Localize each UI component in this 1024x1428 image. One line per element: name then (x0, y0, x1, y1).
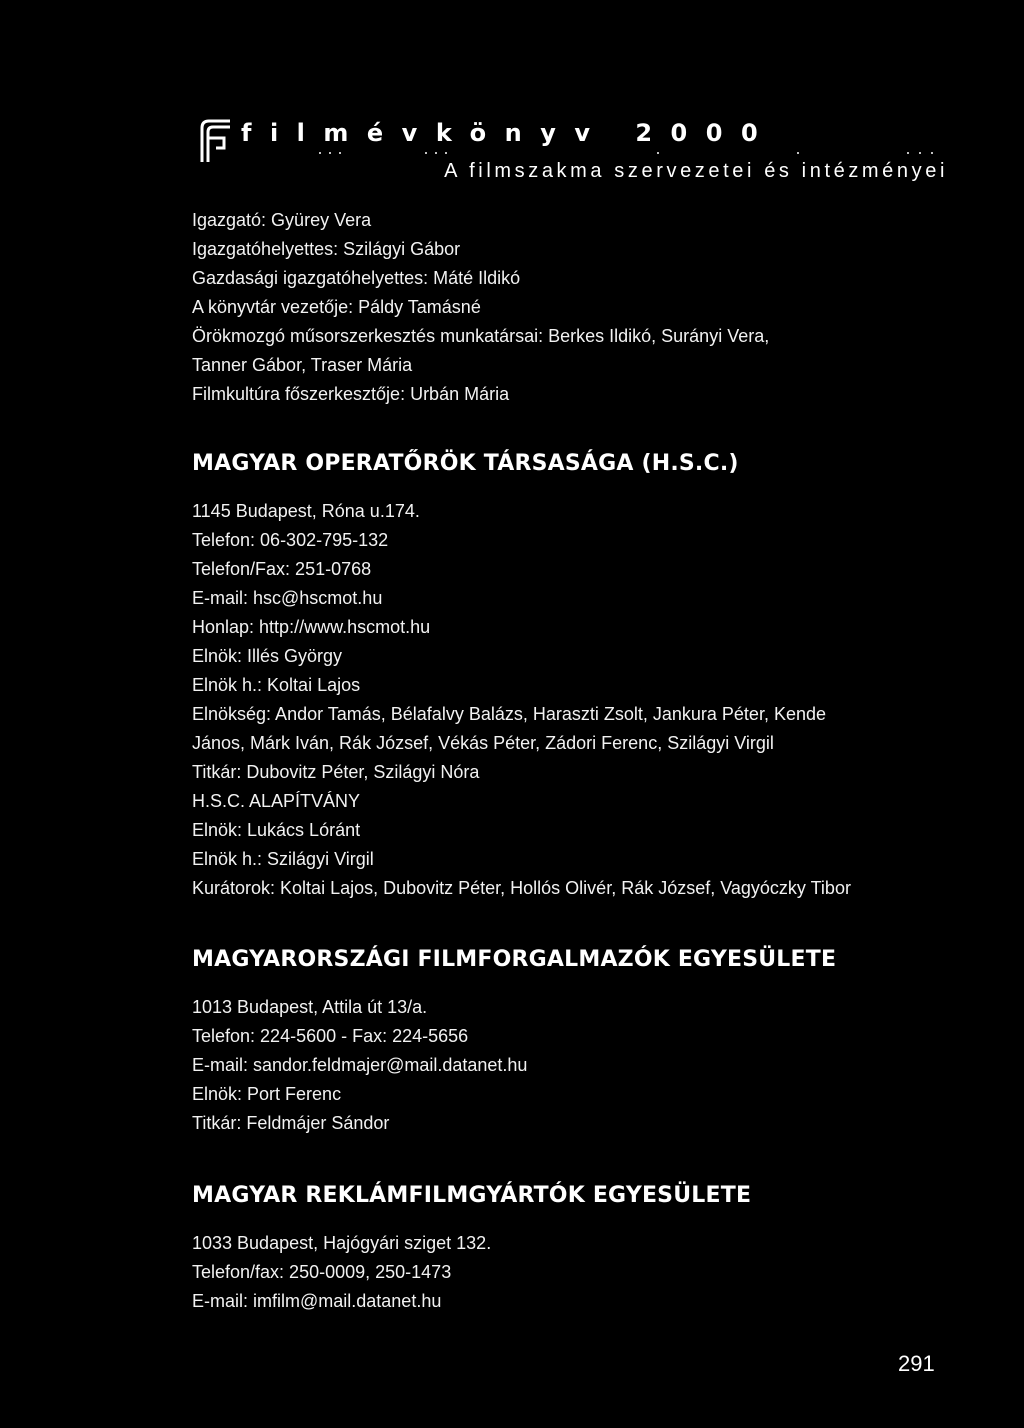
address-line: 1033 Budapest, Hajógyári sziget 132. (192, 1233, 492, 1253)
intro-line: Örökmozgó műsorszerkesztés munkatársai: Berkes Ildikó, Surányi Vera, (192, 326, 770, 346)
board-line: János, Márk Iván, Rák József, Vékás Péter, Zádori Ferenc, Szilágyi Virgil (192, 733, 774, 753)
board-line: Elnökség: Andor Tamás, Bélafalvy Balázs, Haraszti Zsolt, Jankura Péter, Kende (192, 704, 826, 724)
foundation-line: H.S.C. ALAPÍTVÁNY (192, 791, 361, 811)
president-line: Elnök: Port Ferenc (192, 1084, 342, 1104)
intro-line: Gazdasági igazgatóhelyettes: Máté Ildikó (192, 268, 521, 288)
phone-fax-line: Telefon/fax: 250-0009, 250-1473 (192, 1262, 452, 1282)
section-heading-hsc: MAGYAR OPERATŐRÖK TÁRSASÁGA (H.S.C.) (192, 451, 739, 476)
foundation-vice-president-line: Elnök h.: Szilágyi Virgil (192, 849, 374, 869)
page-header (198, 118, 958, 188)
book-subtitle: A filmszakma szervezetei és intézményei (444, 160, 948, 182)
address-line: 1145 Budapest, Róna u.174. (192, 501, 420, 521)
secretary-line: Titkár: Dubovitz Péter, Szilágyi Nóra (192, 762, 480, 782)
email-line: E-mail: hsc@hscmot.hu (192, 588, 383, 608)
phone-fax-line: Telefon: 224-5600 - Fax: 224-5656 (192, 1026, 469, 1046)
intro-line: Filmkultúra főszerkesztője: Urbán Mária (192, 384, 510, 404)
page-number: 291 (898, 1351, 935, 1376)
president-line: Elnök: Illés György (192, 646, 343, 666)
intro-line: Tanner Gábor, Traser Mária (192, 355, 413, 375)
film-logo-icon (198, 118, 234, 164)
dotted-rule (238, 150, 958, 156)
intro-block (192, 206, 992, 409)
phone-line: Telefon: 06-302-795-132 (192, 530, 389, 550)
intro-line: Igazgató: Gyürey Vera (192, 210, 372, 230)
curators-line: Kurátorok: Koltai Lajos, Dubovitz Péter, Hollós Olivér, Rák József, Vagyóczky Tibor (192, 878, 851, 898)
section-body-distributors (192, 993, 992, 1138)
email-line: E-mail: sandor.feldmajer@mail.datanet.hu (192, 1055, 528, 1075)
book-title: filmévkönyv 2000 (241, 119, 777, 147)
vice-president-line: Elnök h.: Koltai Lajos (192, 675, 361, 695)
website-line: Honlap: http://www.hscmot.hu (192, 617, 431, 637)
section-heading-ad-producers: MAGYAR REKLÁMFILMGYÁRTÓK EGYESÜLETE (192, 1183, 752, 1208)
section-body-hsc (192, 497, 992, 903)
secretary-line: Titkár: Feldmájer Sándor (192, 1113, 390, 1133)
phone-fax-line: Telefon/Fax: 251-0768 (192, 559, 372, 579)
section-body-ad-producers (192, 1229, 992, 1316)
intro-line: Igazgatóhelyettes: Szilágyi Gábor (192, 239, 461, 259)
foundation-president-line: Elnök: Lukács Lóránt (192, 820, 361, 840)
email-line: E-mail: imfilm@mail.datanet.hu (192, 1291, 442, 1311)
section-heading-distributors: MAGYARORSZÁGI FILMFORGALMAZÓK EGYESÜLETE (192, 947, 837, 972)
address-line: 1013 Budapest, Attila út 13/a. (192, 997, 428, 1017)
intro-line: A könyvtár vezetője: Páldy Tamásné (192, 297, 481, 317)
